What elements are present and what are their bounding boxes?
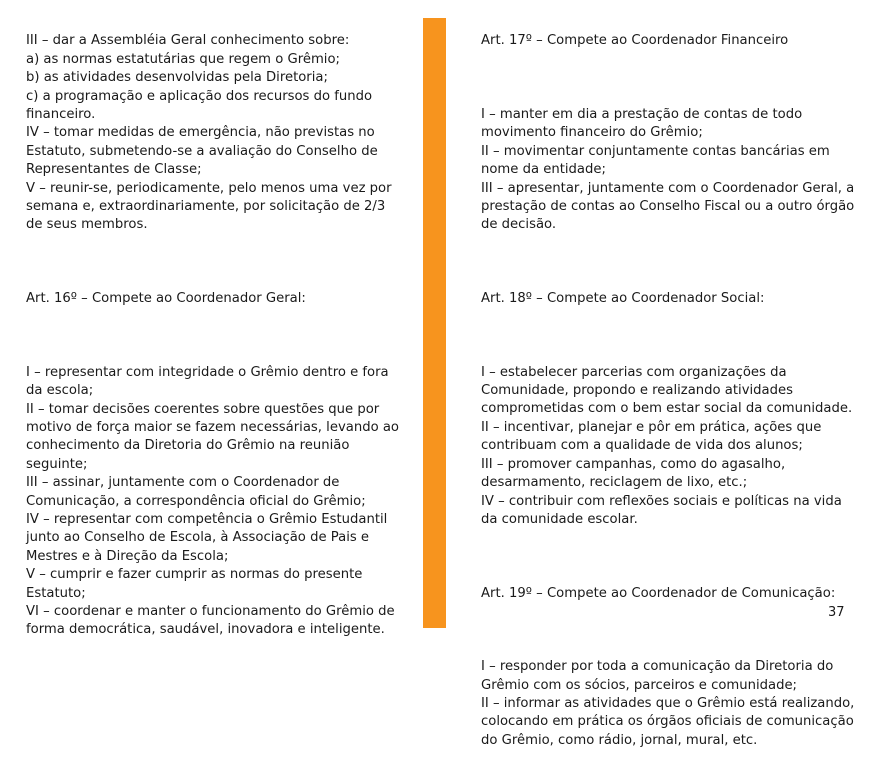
right-column — [481, 14, 856, 769]
article-19-heading: Art. 19º – Compete ao Coordenador de Comunicação: — [481, 585, 836, 601]
orange-divider-bar — [423, 18, 446, 628]
paragraph: I – estabelecer parcerias com organizações da Comunidade, propondo e realizando atividades comprometidas com o bem estar social da comunidade. II – incentivar, planejar e pôr em prática, ações que contribuam com a qualidade de vida dos alunos; III – promover campanhas, como do agasalho, desarmamento, reciclagem de lixo, etc.; IV – contribuir com reflexões sociais e políticas na vida da comunidade escolar. — [481, 364, 853, 527]
paragraph: I – responder por toda a comunicação da Diretoria do Grêmio com os sócios, parceiros e comunidade; II – informar as atividades que o Grêmio está realizando, colocando em prática os órgãos oficiais de comunicação do Grêmio, como rádio, jornal, mural, etc. — [481, 659, 855, 748]
article-17-heading: Art. 17º – Compete ao Coordenador Financeiro — [481, 33, 789, 49]
paragraph: III – dar a Assembléia Geral conhecimento sobre: a) as normas estatutárias que regem o Grêmio; b) as atividades desenvolvidas pela Diretoria; c) a programação e aplicação dos recursos do fundo financeiro. IV – tomar medidas de emergência, não previstas no Estatuto, submetendo-se a avaliação do Conselho de Representantes de Classe; V – reunir-se, periodicamente, pelo menos uma vez por semana e, extraordinariamente, por solicitação de 2/3 de seus membros. — [26, 33, 392, 233]
page-number: 37 — [828, 605, 845, 620]
article-18-heading: Art. 18º – Compete ao Coordenador Social: — [481, 291, 765, 307]
paragraph: I – manter em dia a prestação de contas de todo movimento financeiro do Grêmio; II – movimentar conjuntamente contas bancárias em nome da entidade; III – apresentar, juntamente com o Coordenador Geral, a prestação de contas ao Conselho Fiscal ou a outro órgão de decisão. — [481, 107, 855, 233]
left-column — [26, 14, 401, 658]
paragraph: I – representar com integridade o Grêmio dentro e fora da escola; II – tomar decisões coerentes sobre questões que por motivo de força maior se fazem necessárias, levando ao conhecimento da Diretoria do Grêmio na reunião seguinte; III – assinar, juntamente com o Coordenador de Comunicação, a correspondência oficial do Grêmio; IV – representar com competência o Grêmio Estudantil junto ao Conselho de Escola, à Associação de Pais e Mestres e à Direção da Escola; V – cumprir e fazer cumprir as normas do presente Estatuto; VI – coordenar e manter o funcionamento do Grêmio de forma democrática, saudável, inovadora e inteligente. — [26, 364, 399, 638]
article-16-heading: Art. 16º – Compete ao Coordenador Geral: — [26, 291, 306, 307]
